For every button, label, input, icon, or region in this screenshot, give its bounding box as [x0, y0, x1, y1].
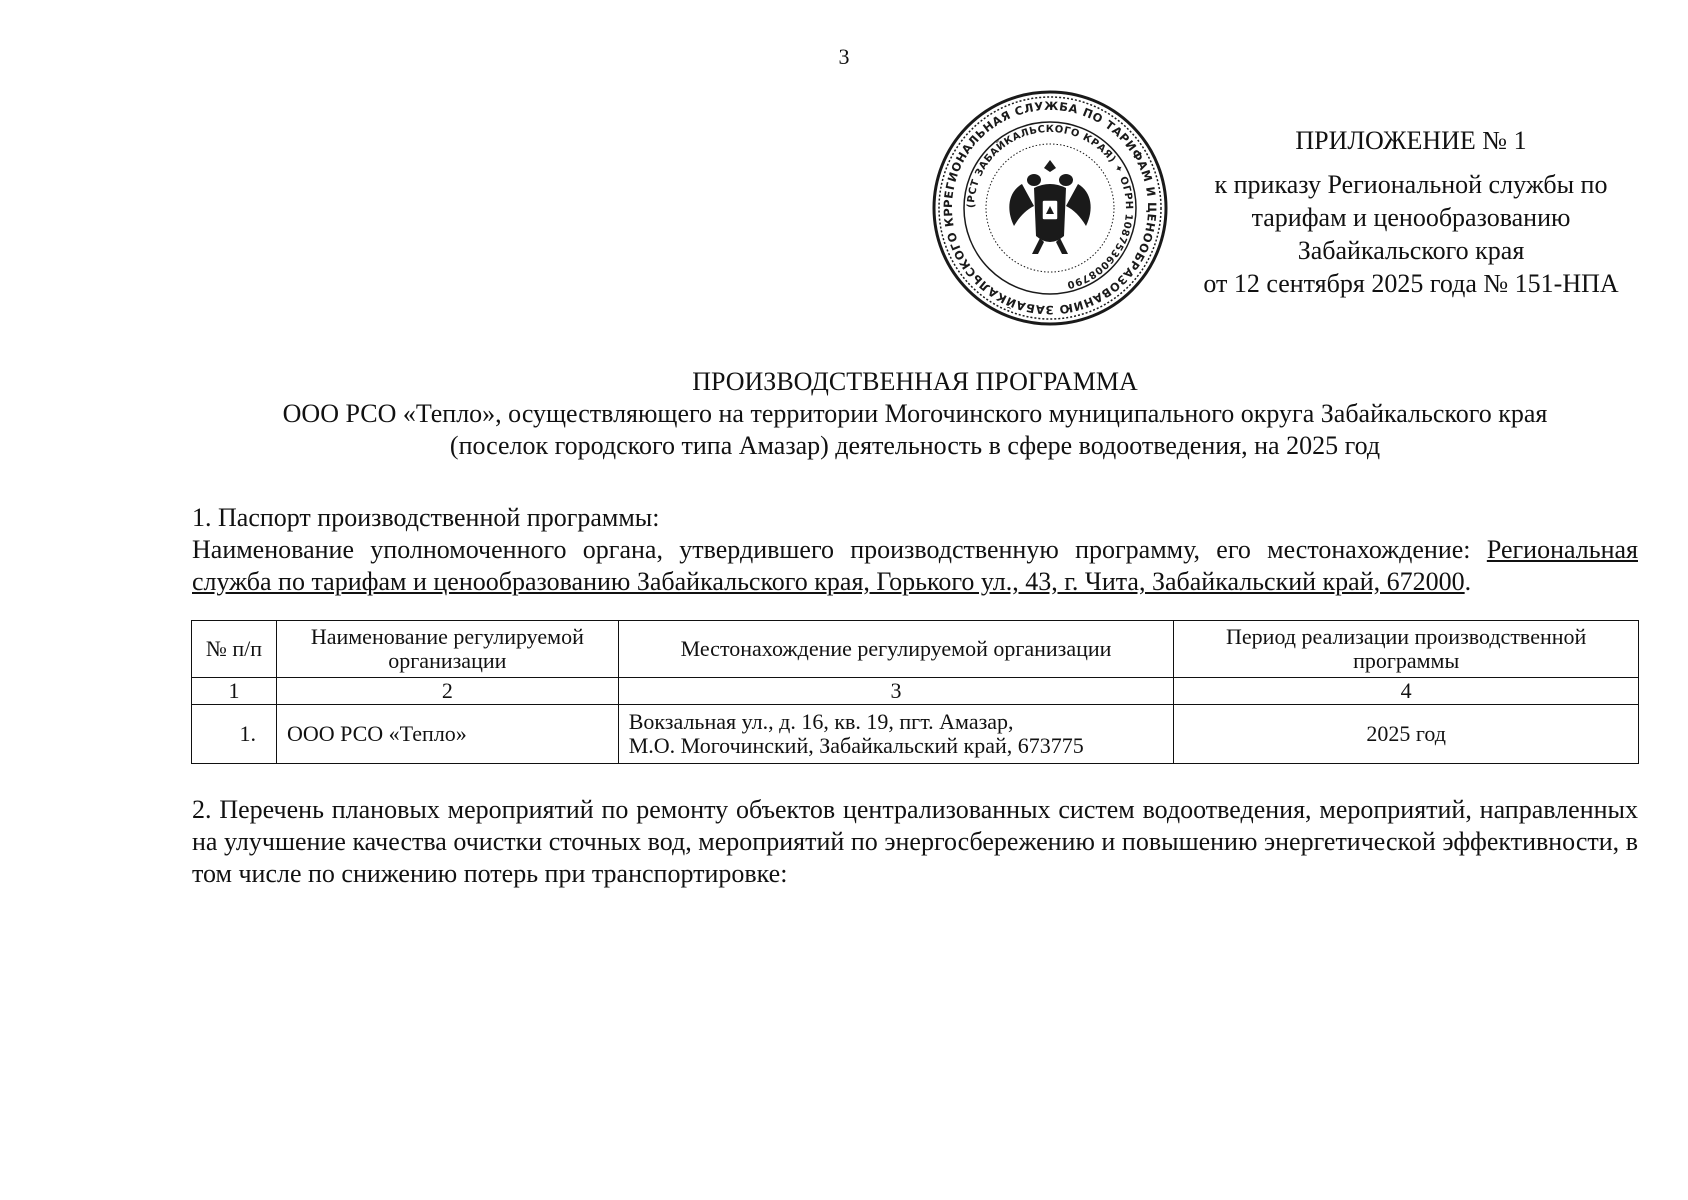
title-subheading: ООО РСО «Тепло», осуществляющего на территории Могочинского муниципального округа Забайкальского края	[282, 399, 1548, 428]
table-number-cell: 1	[192, 678, 277, 705]
page-number: 3	[838, 44, 850, 69]
table-cell-num: 1.	[192, 705, 277, 764]
annex-line: тарифам и ценообразованию	[1251, 203, 1571, 232]
authority-end: .	[1464, 567, 1472, 596]
official-seal	[930, 88, 1170, 328]
table-cell-period: 2025 год	[1174, 705, 1639, 764]
passport-section	[192, 502, 1638, 598]
table-header-cell: Период реализации производственной программы	[1174, 621, 1639, 678]
authority-name: Региональная служба по тарифам и ценообразованию Забайкальского края, Горького ул., 43, г. Чита, Забайкальский край, 672000	[192, 535, 1638, 596]
seal-inner-text: (РСТ ЗАБАЙКАЛЬСКОГО КРАЯ) ✦ ОГРН 1087536008790	[965, 123, 1135, 291]
annex-date-number: от 12 сентября 2025 года № 151-НПА	[1203, 269, 1619, 298]
annex-line: Забайкальского края	[1297, 236, 1525, 265]
table-row	[192, 705, 1639, 764]
title-heading: ПРОИЗВОДСТВЕННАЯ ПРОГРАММА	[692, 367, 1138, 396]
passport-table	[191, 620, 1639, 764]
table-cell-address	[618, 705, 1174, 764]
seal-outer-text: РЕГИОНАЛЬНАЯ СЛУЖБА ПО ТАРИФАМ И ЦЕНООБРАЗОВАНИЮ ЗАБАЙКАЛЬСКОГО КР	[940, 98, 1160, 318]
table-cell-org: ООО РСО «Тепло»	[276, 705, 618, 764]
annex-line: к приказу Региональной службы по	[1214, 170, 1608, 199]
table-header-cell: Наименование регулируемой организации	[276, 621, 618, 678]
table-number-cell: 2	[276, 678, 618, 705]
annex-block	[1176, 124, 1646, 300]
address-line: Вокзальная ул., д. 16, кв. 19, пгт. Амазар,	[628, 709, 1014, 734]
address-line: М.О. Могочинский, Забайкальский край, 673775	[628, 733, 1084, 758]
table-header-cell: Местонахождение регулируемой организации	[618, 621, 1174, 678]
table-number-row	[192, 678, 1639, 705]
table-header-cell: № п/п	[192, 621, 277, 678]
authority-label: Наименование уполномоченного органа, утвердившего производственную программу, его местонахождение:	[192, 535, 1471, 564]
table-number-cell: 4	[1174, 678, 1639, 705]
measures-section: 2. Перечень плановых мероприятий по ремонту объектов централизованных систем водоотведения, мероприятий, направленных на улучшение качества очистки сточных вод, мероприятий по энергосбережению и повышению энергетической эффективности, в том числе по снижению потерь при транспортировке:	[192, 795, 1638, 888]
annex-title: ПРИЛОЖЕНИЕ № 1	[1295, 126, 1527, 155]
document-title	[190, 366, 1640, 462]
section-heading: 1. Паспорт производственной программы:	[192, 503, 660, 532]
table-header-row	[192, 621, 1639, 678]
section-paragraph	[192, 534, 1638, 598]
title-subheading: (поселок городского типа Амазар) деятельность в сфере водоотведения, на 2025 год	[449, 431, 1381, 460]
table-number-cell: 3	[618, 678, 1174, 705]
seal-emblem-icon	[930, 88, 1170, 328]
